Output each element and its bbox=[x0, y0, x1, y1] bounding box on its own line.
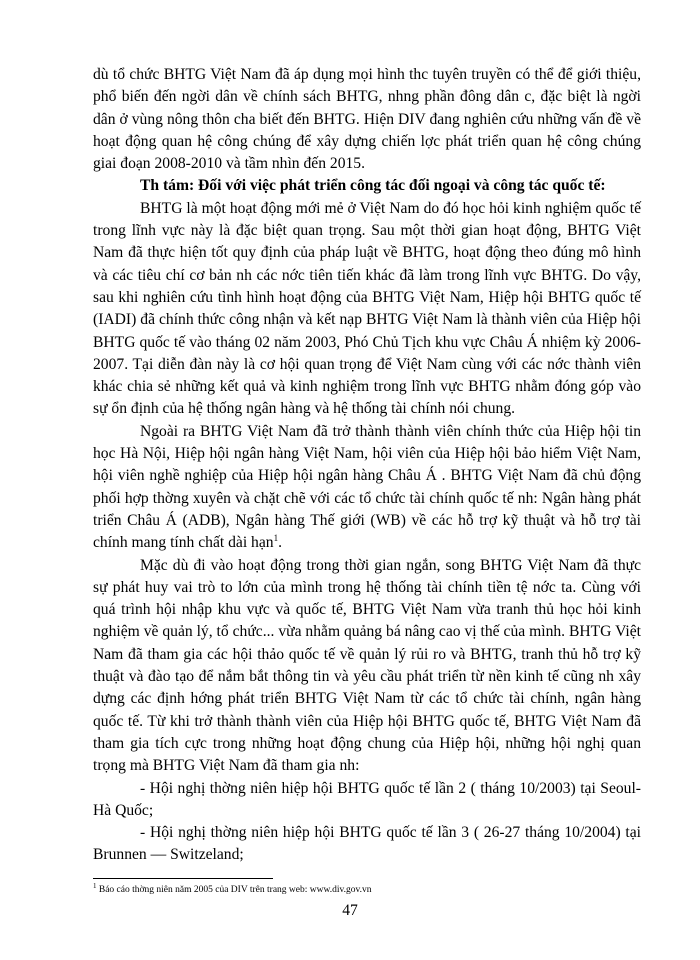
paragraph-continuation: dù tổ chức BHTG Việt Nam đã áp dụng mọi hình thc tuyên truyền có thể để giới thiệu, phổ biến đến ngời dân về chính sách BHTG, nhng phần đông dân c, đặc biệt là ngời dân ở vùng nông thôn cha biết đến BHTG. Hiện DIV đang nghiên cứu những vấn đề về hoạt động quan hệ công chúng để xây dựng chiến lợc phát triển quan hệ công chúng giai đoạn 2008-2010 và tầm nhìn đến 2015. bbox=[93, 66, 641, 173]
footnote-text: Báo cáo thờng niên năm 2005 của DIV trên trang web: www.div.gov.vn bbox=[98, 885, 372, 896]
footnote bbox=[93, 880, 641, 896]
paragraph-international-integration: BHTG là một hoạt động mới mẻ ở Việt Nam do đó học hỏi kinh nghiệm quốc tế trong lĩnh vực này là đặc biệt quan trọng. Sau một thời gian hoạt động, BHTG Việt Nam đã thực hiện tốt quy định của pháp luật về BHTG, hoạt động theo đúng mô hình và các tiêu chí cơ bản nh các nớc tiên tiến khác đã làm trong lĩnh vực BHTG. Do vậy, sau khi nghiên cứu tình hình hoạt động của BHTG Việt Nam, Hiệp hội BHTG quốc tế (IADI) đã chính thức công nhận và kết nạp BHTG Việt Nam là thành viên của Hiệp hội BHTG quốc tế vào tháng 02 năm 2003, Phó Chủ Tịch khu vực Châu Á nhiệm kỳ 2006-2007. Tại diễn đàn này là cơ hội quan trọng để Việt Nam cùng với các nớc thành viên khác chia sẻ những kết quả và kinh nghiệm trong lĩnh vực BHTG nhằm đóng góp vào sự ổn định của hệ thống ngân hàng và hệ thống tài chính nói chung. bbox=[93, 199, 641, 418]
paragraph-role: Mặc dù đi vào hoạt động trong thời gian ngắn, song BHTG Việt Nam đã thực sự phát huy vai trò to lớn của mình trong hệ thống tài chính tiền tệ nớc ta. Cùng với quá trình hội nhập khu vực và quốc tế, BHTG Việt Nam vừa tranh thủ học hỏi kinh nghiệm về quản lý, tổ chức... vừa nhằm quảng bá nâng cao vị thế của mình. BHTG Việt Nam đã tham gia các hội thảo quốc tế về quản lý rủi ro và BHTG, tranh thủ hỗ trợ kỹ thuật và đào tạo để nắm bắt thông tin và yêu cầu phát triển từ nền kinh tế cũng nh xây dựng các định hớng phát triển BHTG Việt Nam từ các tổ chức tài chính, ngân hàng quốc tế. Từ khi trở thành thành viên của Hiệp hội BHTG quốc tế, BHTG Việt Nam đã tham gia tích cực trong những hoạt động chung của Hiệp hội, những hội nghị quan trọng mà BHTG Việt Nam đã tham gia nh: bbox=[93, 556, 641, 775]
body-text bbox=[93, 64, 641, 867]
paragraph-memberships-text: Ngoài ra BHTG Việt Nam đã trở thành thành viên chính thức của Hiệp hội tin học Hà Nội, Hiệp hội ngân hàng Việt Nam, hội viên của Hiệp hội bảo hiểm Việt Nam, hội viên nghề nghiệp của Hiệp hội ngân hàng Châu Á . BHTG Việt Nam đã chủ động phối hợp thờng xuyên và chặt chẽ với các tổ chức tài chính quốc tế nh: Ngân hàng phát triển Châu Á (ADB), Ngân hàng Thế giới (WB) về các hỗ trợ kỹ thuật và hỗ trợ tài chính mang tính chất dài hạn bbox=[93, 422, 641, 552]
paragraph-memberships-end: . bbox=[278, 534, 282, 552]
list-item-conference-brunnen: - Hội nghị thờng niên hiệp hội BHTG quốc tế lần 3 ( 26-27 tháng 10/2004) tại Brunnen — Switzeland; bbox=[93, 824, 641, 864]
paragraph-memberships bbox=[93, 421, 641, 555]
footnote-marker: 1 bbox=[93, 882, 97, 890]
page-number: 47 bbox=[342, 902, 358, 919]
section-heading: Th tám: Đối với việc phát triển công tác đối ngoại và công tác quốc tế: bbox=[140, 177, 606, 195]
footnote-reference[interactable]: 1 bbox=[273, 533, 279, 544]
list-item-conference-seoul: - Hội nghị thờng niên hiệp hội BHTG quốc tế lần 2 ( tháng 10/2003) tại Seoul- Hà Quốc; bbox=[93, 779, 641, 819]
footnote-divider bbox=[93, 878, 273, 879]
